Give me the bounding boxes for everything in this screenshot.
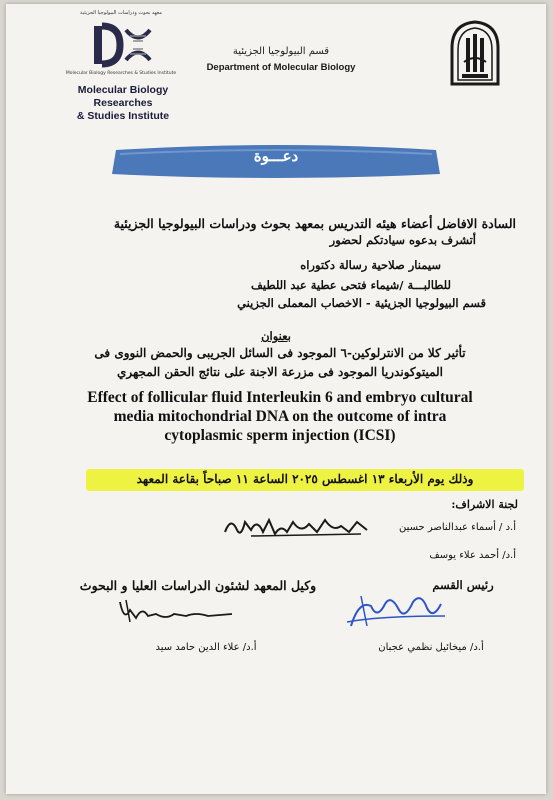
arabic-title-line1: تأثير كلا من الانترلوكين-٦ الموجود فى السائل الجريبى والحمض النووى فى: [94, 346, 466, 360]
department-head-title: رئيس القسم: [432, 578, 494, 592]
dna-logo-icon: [90, 22, 156, 68]
committee-member-1: أ.د / أسماء عبدالناصر حسين: [398, 522, 516, 533]
institute-name-line2: & Studies Institute: [76, 110, 170, 122]
institute-tiny-english-name: Molecular Biology Researches & Studies Institute: [65, 71, 177, 76]
committee-member-2: أ.د/ أحمد علاء يوسف: [429, 550, 516, 561]
department-head-signature: [341, 586, 451, 636]
title-heading: بعنوان: [261, 329, 291, 343]
committee-label: لجنة الاشراف:: [451, 498, 518, 511]
institute-name-line1: Molecular Biology Researches: [77, 84, 169, 109]
committee-signature: [221, 510, 371, 540]
vice-dean-signature: [116, 592, 236, 630]
university-seal-icon: [446, 18, 504, 88]
department-arabic: قسم البيولوجيا الجزيئية: [232, 46, 330, 57]
department-english: Department of Molecular Biology: [206, 62, 356, 73]
department-line: قسم البيولوجيا الجزيئية - الاخصاب المعملى الجزيني: [237, 296, 486, 310]
institute-name: [48, 84, 198, 123]
english-title-line2: media mitochondrial DNA on the outcome of intra: [113, 408, 447, 425]
student-line: للطالبـــة /شيماء فتحى عطية عبد اللطيف: [251, 278, 451, 292]
vice-dean-title: وكيل المعهد لشئون الدراسات العليا و البحوث: [79, 578, 317, 593]
english-title: [42, 388, 518, 445]
invitation-document: [6, 4, 546, 794]
institute-logo: [64, 22, 182, 68]
addressee-line: السادة الافاضل أعضاء هيئه التدريس بمعهد بحوث ودراسات البيولوجيا الجزيئية: [113, 216, 516, 231]
arabic-title-line2: الميتوكوندريا الموجود فى مزرعة الاجنة على نتائج الحقن المجهري: [116, 365, 444, 379]
english-title-line1: Effect of follicular fluid Interleukin 6 and embryo cultural: [87, 389, 473, 406]
vice-dean-name: أ.د/ علاء الدين حامد سيد: [155, 642, 257, 653]
seminar-line: سيمنار صلاحية رسالة دكتوراه: [300, 258, 441, 272]
invite-line: أتشرف بدعوه سيادتكم لحضور: [329, 233, 476, 247]
english-title-line3: cytoplasmic sperm injection (ICSI): [164, 427, 396, 444]
institute-tiny-arabic-name: معهد بحوث ودراسات البيولوجيا الجزيئية: [80, 10, 162, 16]
invitation-heading: دعـــوة: [253, 147, 299, 165]
date-time-line: وذلك يوم الأربعاء ١٣ اغسطس ٢٠٢٥ الساعة ١١ صباحاً بقاعة المعهد: [136, 472, 474, 486]
department-head-name: أ.د/ ميخائيل نظمي عجبان: [378, 642, 484, 653]
university-seal: [446, 18, 504, 92]
